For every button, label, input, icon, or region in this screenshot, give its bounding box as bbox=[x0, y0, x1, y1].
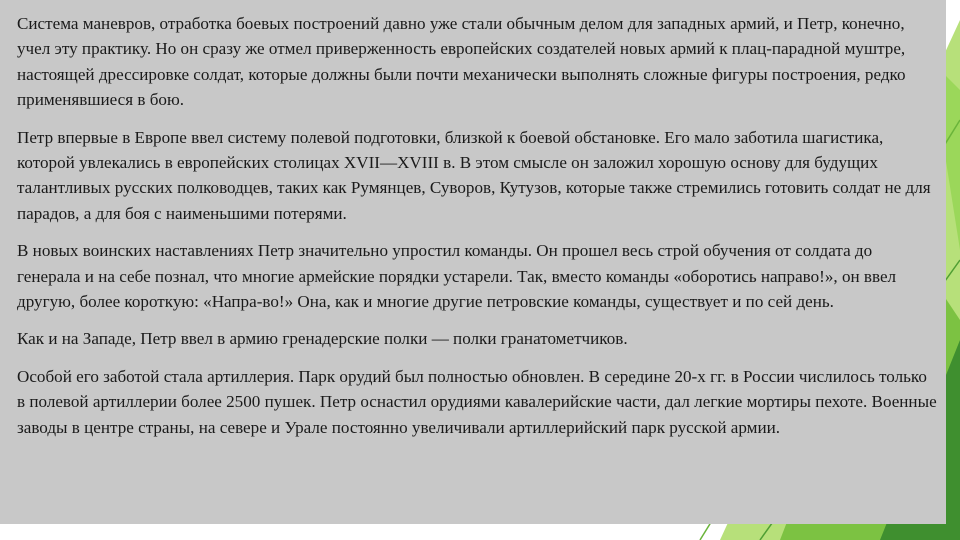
paragraph-artillery: Особой его заботой стала артиллерия. Парк орудий был полностью обновлен. В середине 20-х гг. в России числилось только в полевой артиллерии более 2500 пушек. Петр оснастил орудиями кавалерийские части, дал легкие мортиры пехоте. Военные заводы в центре страны, на севере и Урале постоянно увеличивали артиллерийский парк русской армии. bbox=[17, 366, 937, 437]
slide-content bbox=[17, 11, 937, 440]
paragraph-maneuvers: Система маневров, отработка боевых построений давно уже стали обычным делом для западных армий, и Петр, конечно, учел эту практику. Но он сразу же отмел приверженность европейских создателей новых армий к плац-парадной муштре, настоящей дрессировке солдат, которые должны были почти механически выполнять сложные фигуры построения, редко применявшиеся в бою. bbox=[17, 14, 906, 110]
paragraph-grenadiers: Как и на Западе, Петр ввел в армию гренадерские полки — полки гранатометчиков. bbox=[17, 329, 628, 349]
paragraph-commands: В новых воинских наставлениях Петр значительно упростил команды. Он прошел весь строй обучения от солдата до генерала и на себе познал, что многие армейские порядки устарели. Так, вместо команды «оборотись направо!», он ввел другую, более короткую: «Напра-во!» Она, как и многие другие петровские команды, существует и по сей день. bbox=[17, 241, 897, 312]
paragraph-field-training: Петр впервые в Европе ввел систему полевой подготовки, близкой к боевой обстановке. Его мало заботила шагистика, которой увлекались в европейских столицах XVII—XVIII в. В этом смысле он заложил хорошую основу для будущих талантливых русских полководцев, таких как Румянцев, Суворов, Кутузов, которые также стремились готовить солдат не для парадов, а для боя с наименьшими потерями. bbox=[17, 127, 931, 223]
